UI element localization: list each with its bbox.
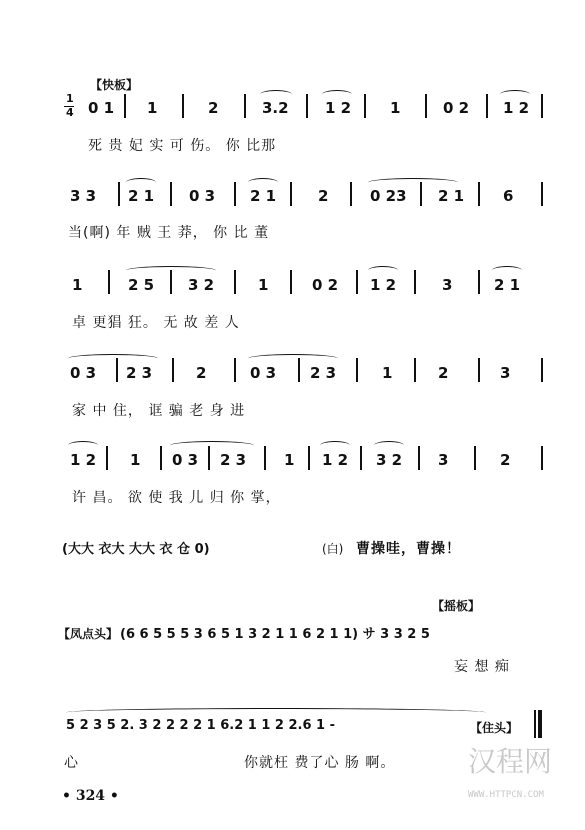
- notation-group: 0 3: [70, 364, 97, 382]
- notation-group: 6: [503, 187, 514, 205]
- slur: [66, 708, 486, 717]
- notation-group: 3: [500, 364, 511, 382]
- notation-group: 2 3: [126, 364, 153, 382]
- barline: [308, 446, 310, 470]
- percussion-line: (大大 衣大 大大 衣 仓 0): [62, 542, 210, 557]
- notation-group: 0 3: [189, 187, 216, 205]
- notation-group: 1: [130, 451, 141, 469]
- notation-group: 1: [72, 276, 83, 294]
- notation-group: 0 3: [250, 364, 277, 382]
- barline: [108, 270, 110, 294]
- slur: [126, 178, 156, 187]
- notation-group: 1 2: [70, 451, 97, 469]
- slur: [170, 441, 254, 450]
- barline: [124, 94, 126, 118]
- intro-notes: (6 6 5 5 5 3 6 5 1 3 2 1 1 6 2 1 1) サ 3 3 2 5: [120, 627, 430, 642]
- barline: [118, 182, 120, 206]
- notation-group: 0 2: [443, 99, 470, 117]
- barline: [474, 446, 476, 470]
- intro-lyrics: 妄 想 痴: [454, 659, 510, 675]
- notation-group: 0 2: [312, 276, 339, 294]
- time-signature-top: 1: [66, 92, 74, 105]
- barline: [356, 358, 358, 382]
- final-label: 【住头】: [470, 721, 519, 735]
- barline: [298, 358, 300, 382]
- notation-group: 0 3: [172, 451, 199, 469]
- slur: [368, 266, 398, 275]
- barline: [182, 94, 184, 118]
- slur: [374, 441, 404, 450]
- notation-group: 1: [147, 99, 158, 117]
- notation-group: 1 2: [503, 99, 530, 117]
- page-number: • 324 •: [62, 788, 119, 804]
- slur: [68, 441, 98, 450]
- barline: [418, 446, 420, 470]
- lyrics-line: 家 中 住， 诓 骗 老 身 进: [72, 403, 246, 419]
- barline: [208, 446, 210, 470]
- barline: [364, 94, 366, 118]
- intro-label: 【凤点头】: [58, 627, 119, 641]
- notation-group: 1: [284, 451, 295, 469]
- watermark-url: WWW.HTTPCN.COM: [468, 790, 544, 800]
- barline: [290, 182, 292, 206]
- notation-group: 2 1: [250, 187, 277, 205]
- lyrics-line: 卓 更猖 狂。 无 故 差 人: [72, 315, 240, 331]
- slur: [248, 178, 278, 187]
- slur: [320, 441, 350, 450]
- barline: [234, 270, 236, 294]
- slur: [368, 178, 458, 187]
- notation-group: 2 3: [310, 364, 337, 382]
- final-barline: [534, 710, 536, 738]
- barline: [234, 358, 236, 382]
- barline: [478, 358, 480, 382]
- notation-group: 0 23: [370, 187, 407, 205]
- notation-group: 2: [196, 364, 207, 382]
- barline: [306, 94, 308, 118]
- notation-group: 3 3: [70, 187, 97, 205]
- notation-group: 2 3: [220, 451, 247, 469]
- barline: [172, 358, 174, 382]
- watermark-text: 汉程网: [468, 745, 553, 778]
- slur: [500, 90, 530, 99]
- notation-group: 3 2: [188, 276, 215, 294]
- notation-group: 3: [442, 276, 453, 294]
- notation-group: 2 1: [494, 276, 521, 294]
- barline: [414, 270, 416, 294]
- slur: [260, 90, 292, 99]
- final-lyrics-first: 心: [64, 755, 79, 771]
- notation-group: 3: [438, 451, 449, 469]
- barline: [356, 270, 358, 294]
- barline: [541, 182, 543, 206]
- notation-group: 3 2: [376, 451, 403, 469]
- notation-group: 3.2: [262, 99, 289, 117]
- notation-group: 1: [390, 99, 401, 117]
- final-notes: 5 2 3 5 2. 3 2 2 2 2 1 6.2 1 1 2 2.6 1 -: [66, 718, 336, 733]
- notation-group: 2 1: [438, 187, 465, 205]
- board-label: 【摇板】: [432, 599, 481, 613]
- final-lyrics: 你就枉 费了心 肠 啊。: [244, 755, 396, 771]
- barline: [541, 358, 543, 382]
- notation-group: 1 2: [370, 276, 397, 294]
- barline: [116, 358, 118, 382]
- notation-group: 0 1: [88, 99, 115, 117]
- barline: [160, 446, 162, 470]
- barline: [414, 358, 416, 382]
- speech-tag: (白): [322, 542, 344, 556]
- barline: [290, 270, 292, 294]
- barline: [541, 446, 543, 470]
- lyrics-line: 死 贵 妃 实 可 伤。 你 比那: [88, 138, 277, 154]
- barline: [234, 182, 236, 206]
- notation-group: 1 2: [322, 451, 349, 469]
- tempo-label: 【快板】: [90, 78, 139, 92]
- barline: [478, 182, 480, 206]
- notation-group: 2: [500, 451, 511, 469]
- barline: [478, 270, 480, 294]
- barline: [541, 94, 543, 118]
- barline: [360, 446, 362, 470]
- barline: [244, 94, 246, 118]
- time-signature-bottom: 4: [66, 106, 74, 119]
- slur: [248, 354, 338, 363]
- barline: [486, 94, 488, 118]
- notation-group: 1: [258, 276, 269, 294]
- barline: [264, 446, 266, 470]
- notation-group: 2: [318, 187, 329, 205]
- lyrics-line: 许 昌。 欲 使 我 儿 归 你 掌，: [72, 490, 281, 506]
- notation-group: 2 1: [128, 187, 155, 205]
- speech-text: 曹操哇，曹操！: [356, 541, 461, 557]
- slur: [492, 266, 522, 275]
- barline: [420, 182, 422, 206]
- notation-group: 1: [382, 364, 393, 382]
- notation-group: 1 2: [325, 99, 352, 117]
- lyrics-line: 当(啊) 年 贼 王 莽， 你 比 董: [68, 225, 270, 241]
- barline: [350, 182, 352, 206]
- slur: [322, 90, 352, 99]
- slur: [68, 354, 158, 363]
- barline: [106, 446, 108, 470]
- final-barline-thick: [538, 710, 542, 738]
- barline: [170, 270, 172, 294]
- barline: [425, 94, 427, 118]
- notation-group: 2: [438, 364, 449, 382]
- barline: [170, 182, 172, 206]
- notation-group: 2: [208, 99, 219, 117]
- notation-group: 2 5: [128, 276, 155, 294]
